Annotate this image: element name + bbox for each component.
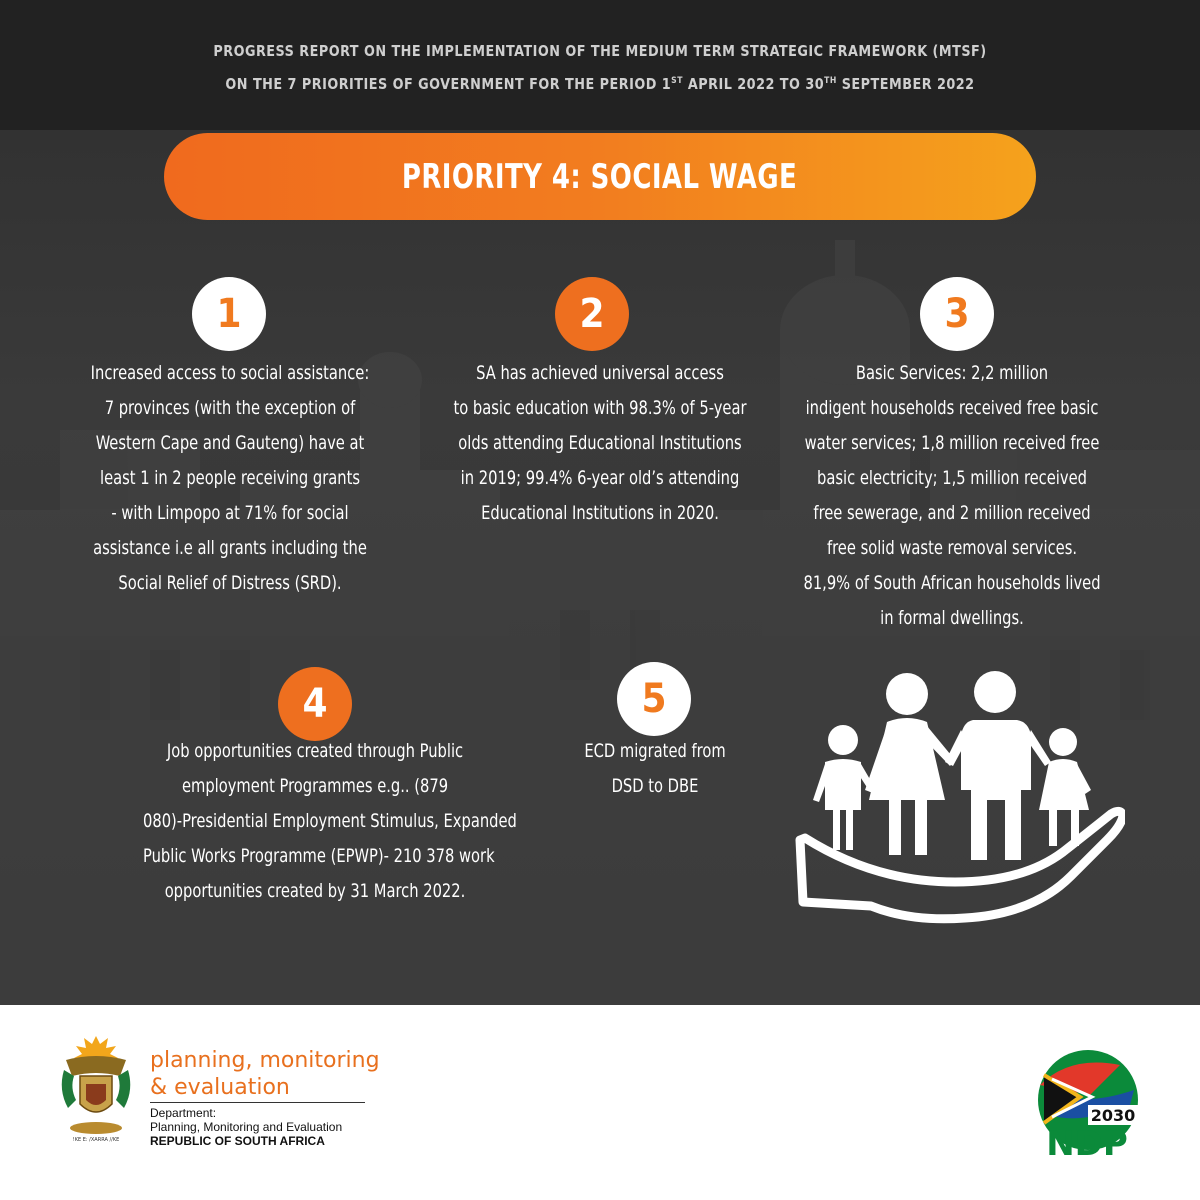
item-1-line: least 1 in 2 people receiving grants [99,467,361,489]
header-line-2-part-c: SEPTEMBER 2022 [836,75,975,93]
family-in-hand-icon [795,670,1125,930]
ndp-2030-logo [1030,1045,1145,1160]
item-3-line: Basic Services: 2,2 million [855,362,1049,384]
item-5-line: DSD to DBE [611,775,699,797]
item-3-line: free solid waste removal services. [826,537,1078,559]
number-badge-2: 2 [555,277,629,351]
ndp-year: 2030 [1090,1106,1136,1125]
item-2-text [420,356,780,531]
item-4-line: opportunities created by 31 March 2022. [164,880,466,902]
header-sup-th: TH [824,76,837,86]
header-line-2-part-a: ON THE 7 PRIORITIES OF GOVERNMENT FOR THE PERIOD 1 [225,75,672,93]
item-5-text [530,734,780,804]
dpme-divider [150,1102,365,1103]
header-line-2-part-b: APRIL 2022 TO 30 [682,75,825,93]
dpme-title-line-2: & evaluation [150,1075,290,1100]
item-3-line: 81,9% of South African households lived [803,572,1101,594]
item-1-line: Increased access to social assistance: [90,362,370,384]
item-1-line: Social Relief of Distress (SRD). [118,572,342,594]
dpme-title-line-1: planning, monitoring [150,1048,380,1073]
coat-of-arms-logo [56,1030,136,1148]
number-badge-4: 4 [278,667,352,741]
item-2-line: SA has achieved universal access [476,362,724,384]
dpme-title [150,1047,380,1101]
ndp-label: NDP [1046,1124,1128,1160]
item-1-text [55,356,405,601]
item-4-line: 080)-Presidential Employment Stimulus, Expanded [143,810,517,832]
coat-of-arms-motto: !KE E: /XARRA //KE [72,1137,120,1143]
department-label: Department: [150,1106,217,1120]
header-line-1: PROGRESS REPORT ON THE IMPLEMENTATION OF THE MEDIUM TERM STRATEGIC FRAMEWORK (MTSF) [213,42,987,60]
country-name: REPUBLIC OF SOUTH AFRICA [150,1134,325,1148]
number-badge-3: 3 [920,277,994,351]
item-3-line: basic electricity; 1,5 million received [817,467,1087,489]
item-2-line: in 2019; 99.4% 6-year old’s attending [460,467,740,489]
priority-title: PRIORITY 4: SOCIAL WAGE [402,156,798,197]
item-4-text [115,734,515,909]
department-info [150,1106,342,1148]
item-3-line: indigent households received free basic [805,397,1099,419]
item-2-line: Educational Institutions in 2020. [481,502,719,524]
item-1-line: - with Limpopo at 71% for social [111,502,349,524]
item-5-line: ECD migrated from [584,740,726,762]
item-4-line: employment Programmes e.g.. (879 [181,775,449,797]
item-2-line: to basic education with 98.3% of 5-year [453,397,747,419]
number-badge-1: 1 [192,277,266,351]
item-3-line: water services; 1,8 million received free [804,432,1100,454]
item-3-text [777,356,1127,636]
item-2-line: olds attending Educational Institutions [458,432,742,454]
header-line-2 [30,75,1170,93]
number-badge-5: 5 [617,662,691,736]
item-1-line: assistance i.e all grants including the [93,537,367,559]
item-1-line: 7 provinces (with the exception of [104,397,356,419]
item-1-line: Western Cape and Gauteng) have at [95,432,365,454]
item-4-line: Public Works Programme (EPWP)- 210 378 work [143,845,495,867]
department-name: Planning, Monitoring and Evaluation [150,1120,343,1134]
item-4-line: Job opportunities created through Public [166,740,464,762]
item-3-line: free sewerage, and 2 million received [813,502,1091,524]
report-header [0,0,1200,130]
item-3-line: in formal dwellings. [880,607,1024,629]
header-sup-st: ST [671,76,683,86]
priority-banner [164,133,1036,220]
